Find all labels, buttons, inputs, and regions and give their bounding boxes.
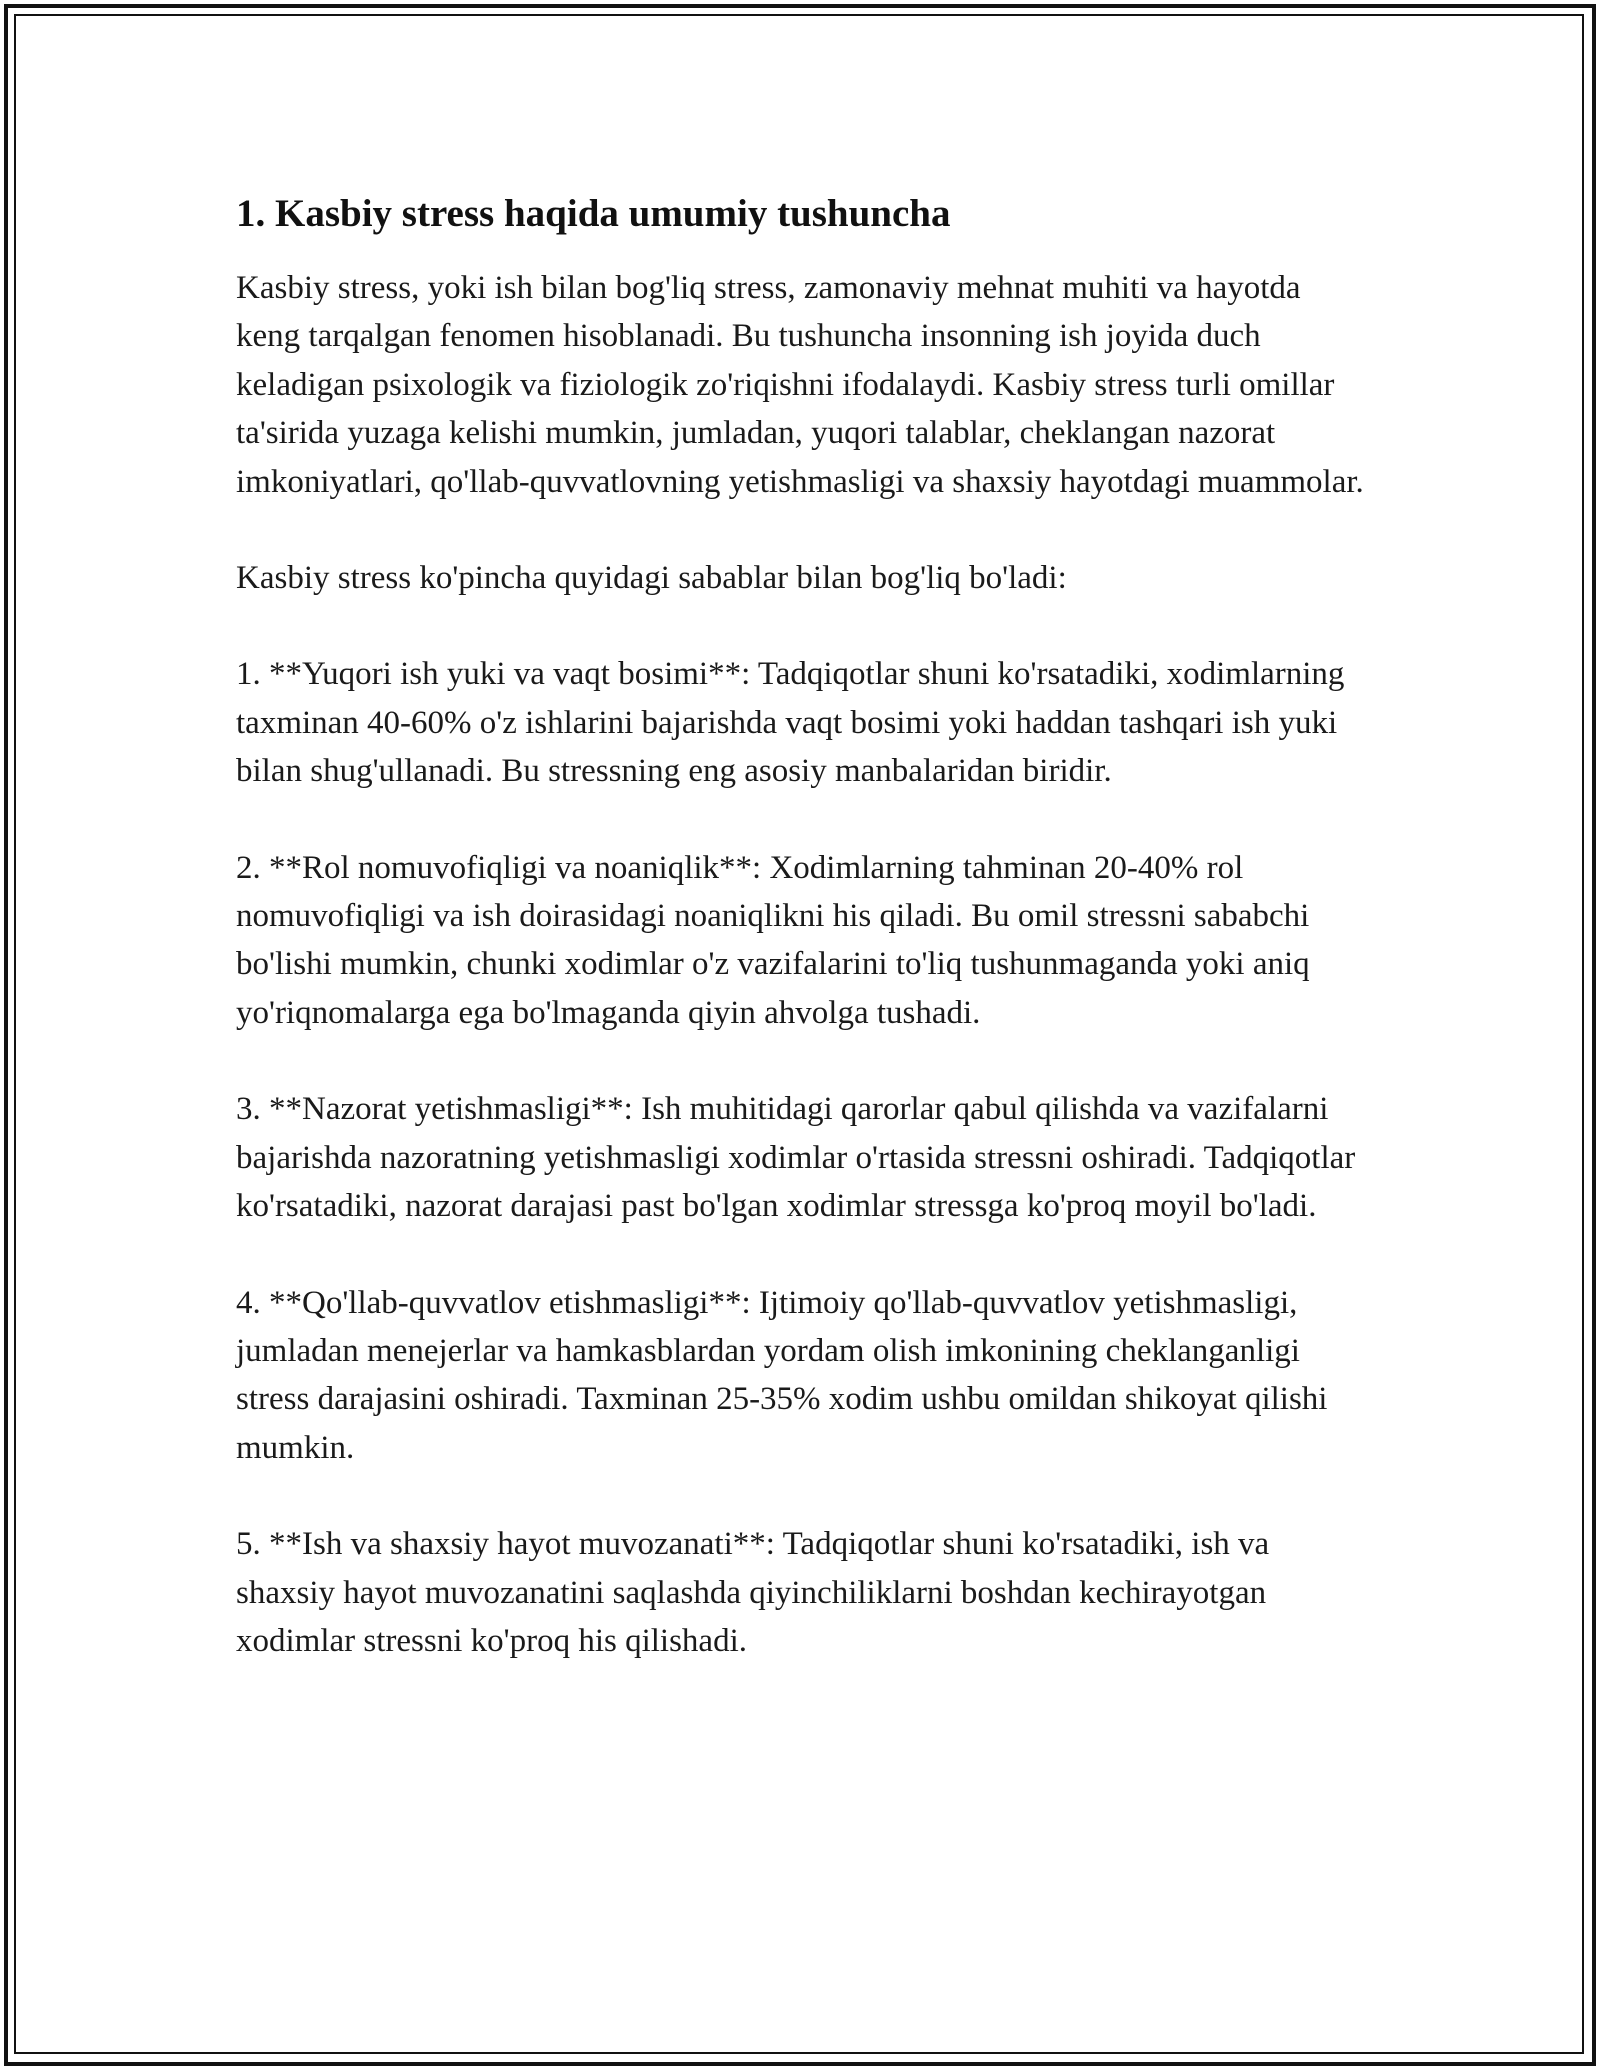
list-item-lack-of-control: 3. **Nazorat yetishmasligi**: Ish muhitidagi qarorlar qabul qilishda va vazifalarni bajarishda nazoratning yetishmasligi xodimlar o'rtasida stressni oshiradi. Tadqiqotlar ko'rsatadiki, nazorat darajasi past bo'lgan xodimlar stressga ko'proq moyil bo'ladi. (236, 1091, 1356, 1225)
paragraph-causes-lead: Kasbiy stress ko'pincha quyidagi sabablar bilan bog'liq bo'ladi: (236, 560, 1067, 597)
list-item-role-ambiguity: 2. **Rol nomuvofiqligi va noaniqlik**: Xodimlarning tahminan 20-40% rol nomuvofiqligi va ish doirasidagi noaniqlikni his qiladi. Bu omil stressni sababchi bo'lishi mumkin, chunki xodimlar o'z vazifalarini to'liq tushunmaganda yoki aniq yo'riqnomalarga ega bo'lmaganda qiyin ahvolga tushadi. (236, 849, 1310, 1031)
list-item-lack-of-support: 4. **Qo'llab-quvvatlov etishmasligi**: Ijtimoiy qo'llab-quvvatlov yetishmasligi, jumladan menejerlar va hamkasblardan yordam olish imkonining cheklanganligi stress darajasini oshiradi. Taxminan 25-35% xodim ushbu omildan shikoyat qilishi mumkin. (236, 1284, 1328, 1466)
list-item-work-life-balance: 5. **Ish va shaxsiy hayot muvozanati**: Tadqiqotlar shuni ko'rsatadiki, ish va shaxsiy hayot muvozanatini saqlashda qiyinchiliklarni boshdan kechirayotgan xodimlar stressni ko'proq his qilishadi. (236, 1526, 1270, 1659)
section-heading: 1. Kasbiy stress haqida umumiy tushuncha (236, 192, 951, 235)
document-body (236, 186, 1366, 1713)
list-item-workload: 1. **Yuqori ish yuki va vaqt bosimi**: Tadqiqotlar shuni ko'rsatadiki, xodimlarning taxminan 40-60% o'z ishlarini bajarishda vaqt bosimi yoki haddan tashqari ish yuki bilan shug'ullanadi. Bu stressning eng asosiy manbalaridan biridir. (236, 656, 1345, 790)
paragraph-intro: Kasbiy stress, yoki ish bilan bog'liq stress, zamonaviy mehnat muhiti va hayotda keng tarqalgan fenomen hisoblanadi. Bu tushuncha insonning ish joyida duch keladigan psixologik va fiziologik zo'riqishni ifodalaydi. Kasbiy stress turli omillar ta'sirida yuzaga kelishi mumkin, jumladan, yuqori talablar, cheklangan nazorat imkoniyatlari, qo'llab-quvvatlovning yetishmasligi va shaxsiy hayotdagi muammolar. (236, 270, 1364, 500)
